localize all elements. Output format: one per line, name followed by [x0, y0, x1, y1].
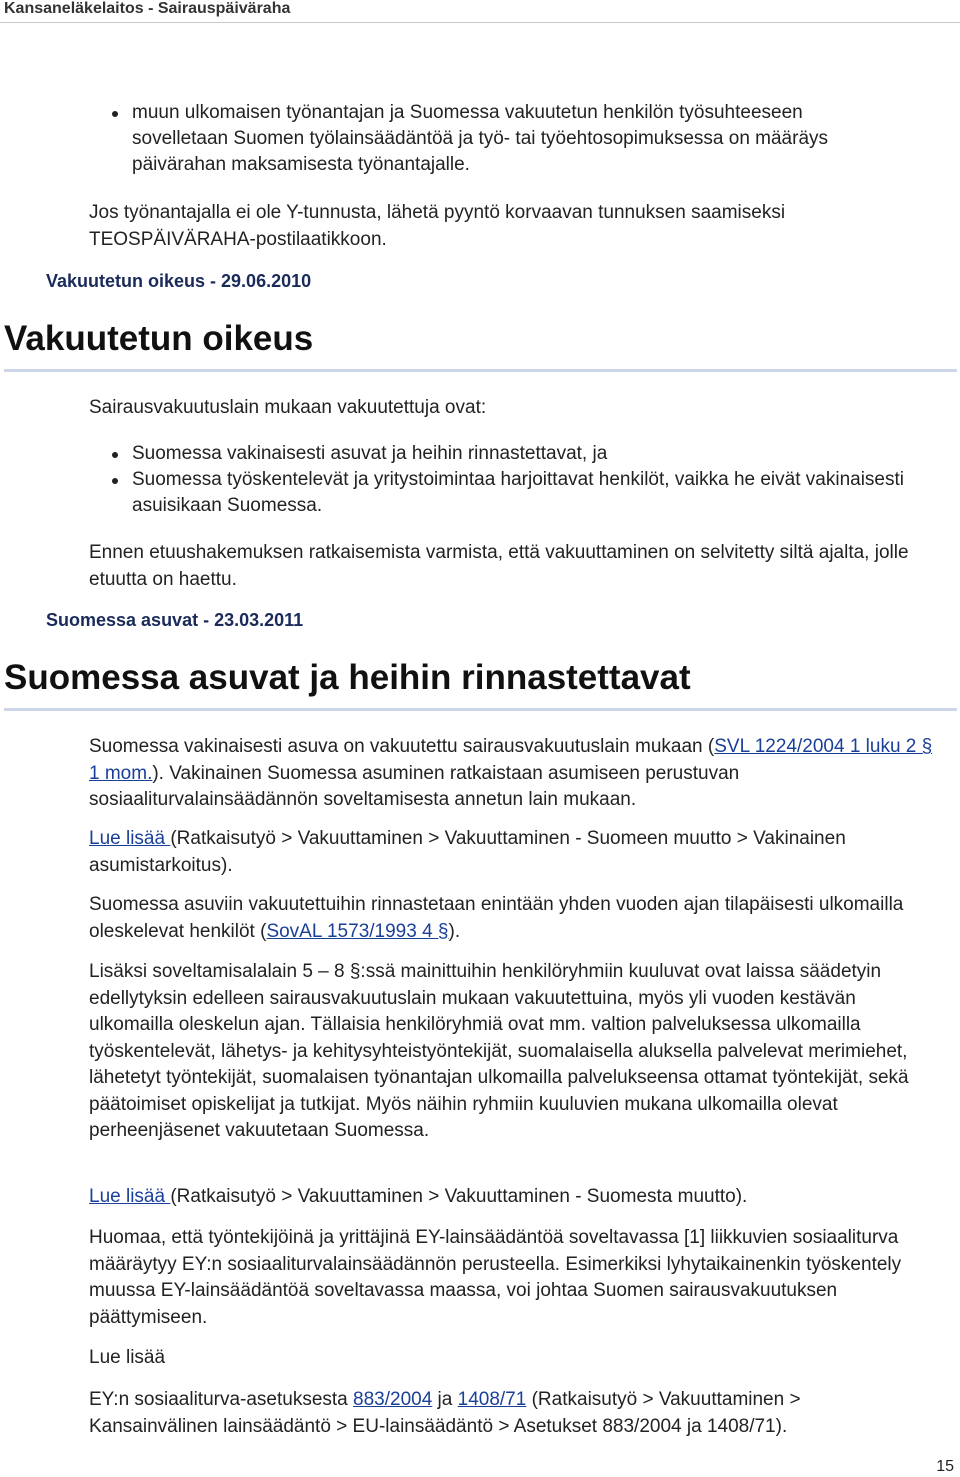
top-bullet-list: [110, 100, 900, 178]
regulation-883-link[interactable]: 883/2004: [353, 1389, 433, 1410]
group-list-paragraph: Lisäksi soveltamisalalain 5 – 8 §:ssä mainittuihin henkilöryhmiin kuuluvat ovat laissa säädetyin edellytyksin edelleen sairausvakuutuslain mukaan vakuutettuina, myös yli vuoden kestävän ulkomailla oleskelun ajan. Tällaisia henkilöryhmiä ovat mm. valtion palveluksessa ulkomailla työskentelevät, lähetys- ja kehitysyhteistyöntekijät, suomalaisella aluksella palvelevat merimiehet, lähetetyt työntekijät, suomalaisen työnantajan ulkomailla palvelukseensa ottamat työntekijät, sekä päätoimiset opiskelijat ja tutkijat. Myös näihin ryhmiin kuuluvien mukana ulkomailla olevat perheenjäsenet vakuutetaan Suomessa.: [89, 961, 909, 1141]
read-more-link[interactable]: Lue lisää: [89, 1186, 171, 1207]
y-tunnus-paragraph: Jos työnantajalla ei ole Y-tunnusta, lähetä pyyntö korvaavan tunnuksen saamiseksi TEOSPÄIVÄRAHA-postilaatikkoon.: [89, 202, 786, 250]
eu-regulation-paragraph: EY:n sosiaaliturva-asetuksesta 883/2004 ja 1408/71 (Ratkaisutyö > Vakuuttaminen > Kansainvälinen lainsäädäntö > EU-lainsäädäntö > Asetukset 883/2004 ja 1408/71).: [89, 1389, 801, 1437]
temporary-abroad-paragraph: Suomessa asuviin vakuutettuihin rinnastetaan enintään yhden vuoden ajan tilapäisesti ulkomailla oleskelevat henkilöt (SovAL 1573/1993 4 §).: [89, 894, 904, 942]
read-more-paragraph: Lue lisää (Ratkaisutyö > Vakuuttaminen > Vakuuttaminen - Suomeen muutto > Vakinainen asumistarkoitus).: [89, 828, 846, 876]
residence-paragraph: Suomessa vakinaisesti asuva on vakuutettu sairausvakuutuslain mukaan (SVL 1224/2004 1 luku 2 § 1 mom.). Vakinainen Suomessa asuminen ratkaistaan asumiseen perustuvan sosiaaliturvalainsäädännön soveltamisesta annetun lain mukaan.: [89, 736, 933, 810]
eu-legislation-paragraph: Huomaa, että työntekijöinä ja yrittäjinä EY-lainsäädäntöä soveltavassa [1] liikkuvien sosiaaliturva määräytyy EY:n sosiaaliturvalainsäädännön perusteella. Esimerkiksi lyhytaikainenkin työskentely muussa EY-lainsäädäntöä soveltavassa maassa, voi johtaa Suomen sairausvakuutuksen päättymiseen.: [89, 1227, 902, 1328]
list-item: Suomessa vakinaisesti asuvat ja heihin rinnastettavat, ja: [110, 441, 910, 467]
soval-law-link[interactable]: SovAL 1573/1993 4 §: [266, 920, 449, 942]
regulation-1408-link[interactable]: 1408/71: [457, 1389, 527, 1410]
list-item: Suomessa työskentelevät ja yritystoimintaa harjoittavat henkilöt, vaikka he eivät vakinaisesti asuisikaan Suomessa.: [110, 467, 910, 519]
section-timestamp: Suomessa asuvat - 23.03.2011: [46, 610, 304, 630]
running-header: [0, 0, 960, 23]
insurance-note: Ennen etuushakemuksen ratkaisemista varmista, että vakuuttaminen on selvitetty siltä ajalta, jolle etuutta on haettu.: [89, 542, 909, 590]
insured-intro: Sairausvakuutuslain mukaan vakuutettuja ovat:: [89, 397, 487, 418]
insured-list: [110, 441, 910, 519]
list-item: muun ulkomaisen työnantajan ja Suomessa vakuutetun henkilön työsuhteeseen sovelletaan Suomen työlainsäädäntöä ja työ- tai työehtosopimuksessa on määräys päivärahan maksamisesta työnantajalle.: [110, 100, 900, 178]
section-heading: Vakuutetun oikeus: [4, 317, 957, 372]
read-more-link[interactable]: Lue lisää: [89, 828, 171, 849]
section-heading: Suomessa asuvat ja heihin rinnastettavat: [4, 656, 957, 711]
read-more-text: Lue lisää: [89, 1347, 166, 1368]
document-title: Kansaneläkelaitos - Sairauspäiväraha: [4, 0, 291, 17]
section-timestamp: Vakuutetun oikeus - 29.06.2010: [46, 271, 312, 291]
svl-law-link[interactable]: SVL 1224/2004 1 luku 2 § 1 mom.: [89, 736, 933, 784]
read-more-paragraph: Lue lisää (Ratkaisutyö > Vakuuttaminen > Vakuuttaminen - Suomesta muutto).: [89, 1186, 748, 1207]
page-number: 15: [936, 1458, 954, 1475]
